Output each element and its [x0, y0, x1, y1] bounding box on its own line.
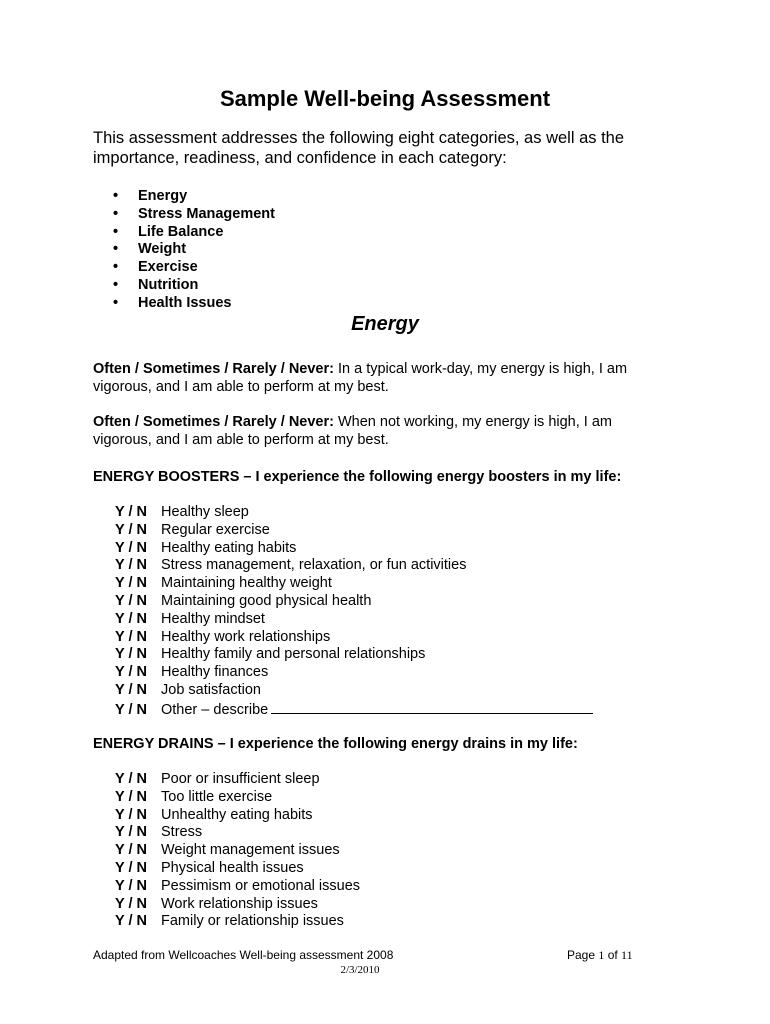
yes-no-choice[interactable]: Y / N — [115, 557, 147, 574]
drains-list — [115, 771, 360, 931]
list-item: • Energy — [113, 188, 188, 204]
yes-no-choice[interactable]: Y / N — [115, 646, 147, 663]
page-number: Page 1 of 11 — [567, 948, 633, 962]
list-item: Y / N Too little exercise — [115, 788, 273, 805]
boosters-list — [115, 504, 593, 718]
list-item: • Health Issues — [113, 294, 232, 311]
list-item: Y / N Healthy mindset — [115, 610, 265, 627]
bullet-icon: • — [113, 294, 119, 311]
list-item: Y / N Pessimism or emotional issues — [115, 877, 361, 894]
yes-no-choice[interactable]: Y / N — [115, 771, 147, 787]
question-1 — [93, 361, 663, 396]
yes-no-choice[interactable]: Y / N — [115, 504, 147, 520]
list-item: • Exercise — [113, 259, 198, 276]
question-prefix: Often / Sometimes / Rarely / Never: — [93, 414, 334, 430]
list-item: Y / N Healthy family and personal relationships — [115, 646, 426, 663]
drains-heading: ENERGY DRAINS – I experience the following energy drains in my life: — [93, 736, 578, 752]
list-item: Y / N Maintaining good physical health — [115, 592, 372, 609]
yes-no-choice[interactable]: Y / N — [115, 895, 147, 912]
bullet-icon: • — [113, 188, 119, 204]
yes-no-choice[interactable]: Y / N — [115, 859, 147, 876]
list-item: Y / N Healthy sleep — [115, 504, 249, 520]
bullet-icon: • — [113, 276, 119, 293]
footer-source: Adapted from Wellcoaches Well-being assessment 2008 — [93, 948, 394, 962]
yes-no-choice[interactable]: Y / N — [115, 539, 147, 556]
list-item: Y / N Other – describe — [115, 700, 593, 718]
yes-no-choice[interactable]: Y / N — [115, 842, 147, 859]
list-item: Y / N Poor or insufficient sleep — [115, 771, 320, 787]
list-item: • Life Balance — [113, 223, 224, 240]
yes-no-choice[interactable]: Y / N — [115, 788, 147, 805]
page-title: Sample Well-being Assessment — [219, 86, 551, 111]
yes-no-choice[interactable]: Y / N — [115, 575, 147, 592]
bullet-icon: • — [113, 259, 119, 276]
footer-date: 2/3/2010 — [340, 964, 380, 973]
list-item: Y / N Maintaining healthy weight — [115, 575, 332, 592]
question-prefix: Often / Sometimes / Rarely / Never: — [93, 361, 334, 377]
question-text: When not working, my energy is high, I am vigorous, and I am able to perform at my best. — [93, 414, 612, 448]
list-item: Y / N Weight management issues — [115, 842, 340, 859]
list-item: Y / N Healthy work relationships — [115, 628, 331, 645]
yes-no-choice[interactable]: Y / N — [115, 913, 147, 930]
list-item: Y / N Work relationship issues — [115, 895, 318, 912]
describe-blank-line[interactable] — [271, 700, 593, 714]
list-item: Y / N Stress management, relaxation, or fun activities — [115, 557, 467, 574]
yes-no-choice[interactable]: Y / N — [115, 681, 147, 698]
yes-no-choice[interactable]: Y / N — [115, 521, 147, 538]
intro-text: This assessment addresses the following eight categories, as well as the importance, readiness, and confidence in each category: — [93, 129, 625, 167]
yes-no-choice[interactable]: Y / N — [115, 610, 147, 627]
category-list — [113, 188, 275, 313]
yes-no-choice[interactable]: Y / N — [115, 628, 147, 645]
list-item: Y / N Job satisfaction — [115, 681, 261, 698]
list-item: Y / N Family or relationship issues — [115, 913, 344, 930]
question-text: In a typical work-day, my energy is high, I am vigorous, and I am able to perform at my best. — [93, 361, 628, 395]
question-2 — [93, 414, 663, 449]
list-item: Y / N Regular exercise — [115, 521, 270, 538]
section-title: Energy — [351, 313, 419, 335]
yes-no-choice[interactable]: Y / N — [115, 592, 147, 609]
list-item: Y / N Physical health issues — [115, 859, 304, 876]
boosters-heading: ENERGY BOOSTERS – I experience the following energy boosters in my life: — [93, 469, 622, 485]
bullet-icon: • — [113, 241, 119, 258]
bullet-icon: • — [113, 223, 119, 240]
list-item: • Stress Management — [113, 205, 275, 222]
list-item: Y / N Healthy finances — [115, 664, 269, 681]
list-item: Y / N Unhealthy eating habits — [115, 806, 313, 823]
list-item: Y / N Stress — [115, 824, 203, 841]
yes-no-choice[interactable]: Y / N — [115, 877, 147, 894]
yes-no-choice[interactable]: Y / N — [115, 824, 147, 841]
yes-no-choice[interactable]: Y / N — [115, 701, 147, 718]
list-item: Y / N Healthy eating habits — [115, 539, 297, 556]
list-item: • Weight — [113, 241, 187, 258]
bullet-icon: • — [113, 205, 119, 222]
yes-no-choice[interactable]: Y / N — [115, 806, 147, 823]
yes-no-choice[interactable]: Y / N — [115, 664, 147, 681]
list-item: • Nutrition — [113, 276, 199, 293]
